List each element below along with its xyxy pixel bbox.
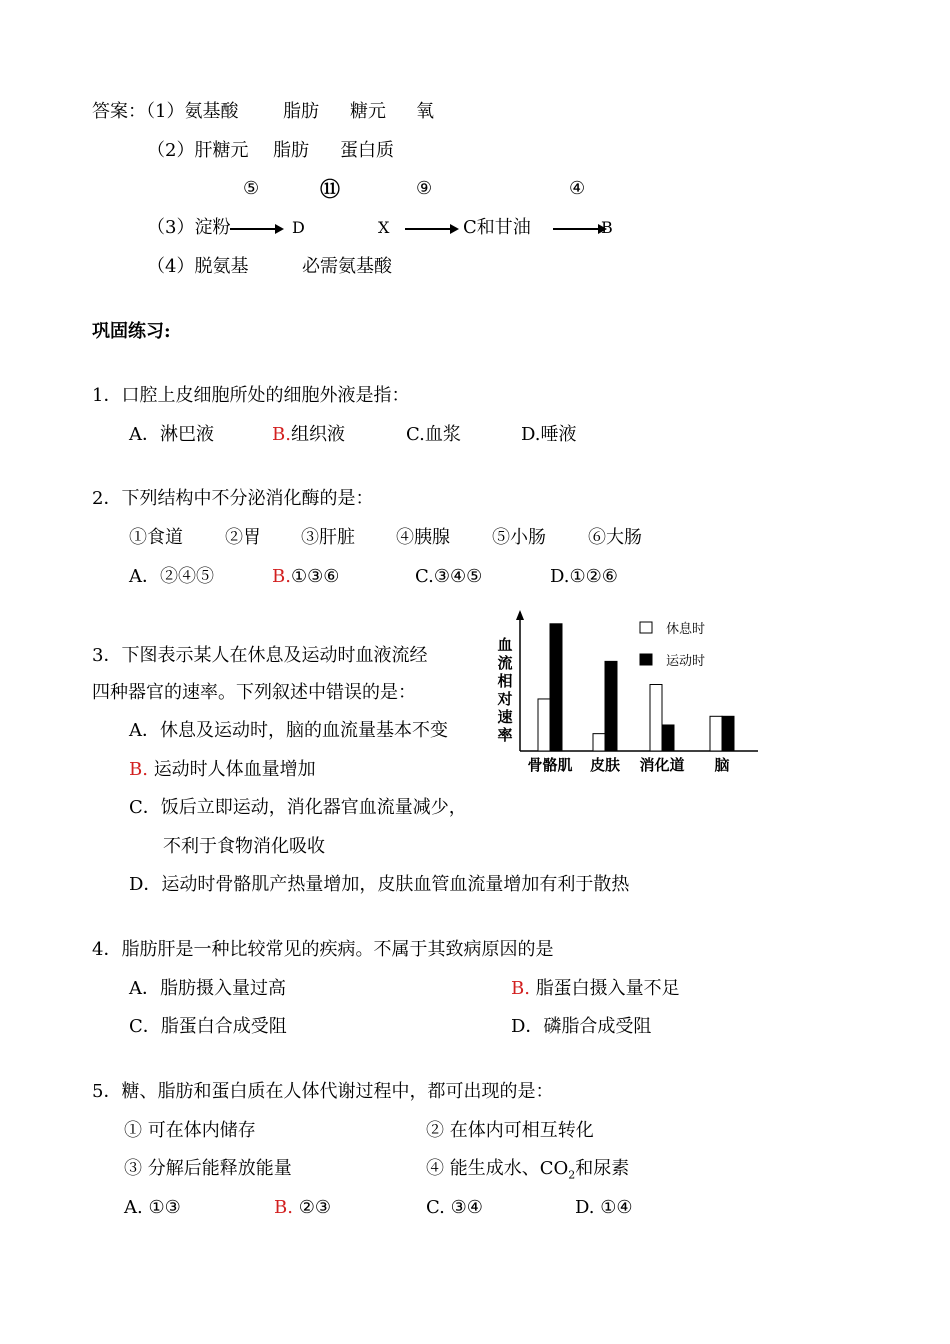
q3-stem-line-2: 四种器官的速率。下列叙述中错误的是： [92,682,416,703]
arrow-3 [553,228,605,230]
answer-1-c: 糖元 [350,101,386,122]
q5-item-2: ② 在体内可相互转化 [426,1120,594,1141]
q1-b-text: 组织液 [290,424,345,445]
q1-b-letter: B. [272,424,291,445]
y-label-char-5: 速 [497,708,513,726]
q4-b-text: 脂蛋白摄入量不足 [535,978,680,999]
bar-exercise-4 [722,716,734,751]
q2-stem: 2．下列结构中不分泌消化酶的是： [92,488,374,509]
y-label-char-4: 对 [497,690,513,708]
x-tick-label-4: 脑 [714,756,730,774]
answer-4-num: （4） [147,256,195,277]
x-tick-label-1: 骨骼肌 [527,756,573,774]
answer-1-d: 氧 [416,101,434,122]
q3-b-text: 运动时人体血量增加 [153,759,316,780]
q2-b-text: ①③⑥ [290,566,340,587]
q2-b-letter: B. [272,566,291,587]
answer-4-b: 必需氨基酸 [302,256,392,277]
y-axis-arrow [516,610,524,620]
answer-line-4 [147,256,248,278]
step-number-3: ⑨ [416,178,433,199]
q4-b-letter: B. [511,978,530,999]
q5-item-3: ③ 分解后能释放能量 [124,1158,292,1179]
q5-option-a: A. ①③ [124,1197,181,1218]
q1-option-a: A．淋巴液 [129,424,214,445]
q1-option-b [272,424,345,446]
answer-1-num: （1） [146,101,185,122]
q4-option-b [511,978,680,1000]
answer-4-a: 脱氨基 [194,256,249,277]
bar-exercise-1 [550,624,562,751]
q2-option-d: D.①②⑥ [550,566,618,587]
arrow-2 [405,228,457,230]
q3-b-letter: B. [129,759,148,780]
q5-item-4-sub: 2 [568,1168,576,1182]
answer-3-c: X [378,218,390,237]
legend-swatch-2 [640,654,652,665]
q5-option-c: C. ③④ [426,1197,483,1218]
answer-2-num: （2） [147,140,195,161]
q1-option-c: C.血浆 [406,424,461,445]
y-label-char-1: 血 [497,636,513,654]
q5-option-d: D. ①④ [575,1197,633,1218]
q5-stem: 5．糖、脂肪和蛋白质在人体代谢过程中，都可出现的是： [92,1081,554,1102]
y-label-char-3: 相 [497,672,513,690]
x-tick-label-3: 消化道 [639,756,685,774]
answer-line-3 [147,217,230,239]
y-label-char-6: 率 [497,726,513,744]
legend-label-2: 运动时 [666,654,706,669]
bar-exercise-2 [605,661,617,751]
answer-1-b: 脂肪 [283,101,319,122]
q3-option-c-line-1: C．饭后立即运动，消化器官血流量减少， [129,797,467,818]
bar-rest-3 [650,685,662,752]
answer-2-a: 肝糖元 [194,140,249,161]
legend-label-1: 休息时 [666,622,706,637]
answer-3-d: C和甘油 [463,217,531,238]
q5-item-4-text: ④ 能生成水、CO [426,1158,569,1179]
q2-item-1: ①食道 [129,527,183,548]
y-axis-label [496,636,512,744]
step-number-4: ④ [569,178,586,199]
answer-3-num: （3） [147,217,195,238]
q2-option-b [272,566,339,588]
q3-option-b [129,759,316,781]
q1-option-d: D.唾液 [521,424,577,445]
q2-item-3: ③肝脏 [301,527,355,548]
q3-option-a: A．休息及运动时，脑的血流量基本不变 [129,720,448,741]
answer-3-a: 淀粉 [194,217,231,238]
q2-item-5: ⑤小肠 [492,527,546,548]
q2-item-2: ②胃 [225,527,261,548]
bar-rest-2 [593,734,605,751]
q2-item-4: ④胰腺 [396,527,450,548]
q5-option-b [274,1197,331,1219]
q4-stem: 4．脂肪肝是一种比较常见的疾病。不属于其致病原因的是 [92,939,554,960]
q4-option-a: A．脂肪摄入量过高 [129,978,286,999]
q5-item-4 [426,1158,629,1187]
bar-rest-4 [710,716,722,751]
q3-option-d: D．运动时骨骼肌产热量增加，皮肤血管血流量增加有利于散热 [129,874,630,895]
answer-line-1 [92,101,238,123]
blood-flow-bar-chart [490,608,770,778]
section-title: 巩固练习: [92,321,171,342]
q4-option-d: D．磷脂合成受阻 [511,1016,652,1037]
step-number-2: ⑪ [320,177,340,201]
q1-stem: 1．口腔上皮细胞所处的细胞外液是指： [92,385,410,406]
q3-stem-line-1: 3．下图表示某人在休息及运动时血液流经 [92,645,428,666]
q3-option-c-line-2: 不利于食物消化吸收 [163,836,325,857]
bar-exercise-3 [662,725,674,751]
bar-rest-1 [538,699,550,751]
y-label-char-2: 流 [497,654,513,672]
q2-option-a: A．②④⑤ [129,566,214,587]
answer-label: 答案： [92,101,146,122]
q2-item-6: ⑥大肠 [588,527,642,548]
q5-item-1: ① 可在体内储存 [124,1120,256,1141]
legend-swatch-1 [640,622,652,633]
q2-option-c: C.③④⑤ [415,566,483,587]
q5-b-letter: B. [274,1197,293,1218]
answer-3-e: B [601,218,613,237]
step-number-1: ⑤ [243,178,260,199]
answer-2-c: 蛋白质 [340,140,394,161]
x-tick-label-2: 皮肤 [589,756,621,774]
arrow-1 [230,228,282,230]
answer-3-b: D [292,218,305,237]
answer-1-a: 氨基酸 [184,101,239,122]
q5-item-4-tail: 和尿素 [575,1158,630,1179]
q5-b-text: ②③ [298,1197,331,1218]
answer-2-b: 脂肪 [273,140,309,161]
q4-option-c: C．脂蛋白合成受阻 [129,1016,287,1037]
answer-line-2 [147,140,248,162]
